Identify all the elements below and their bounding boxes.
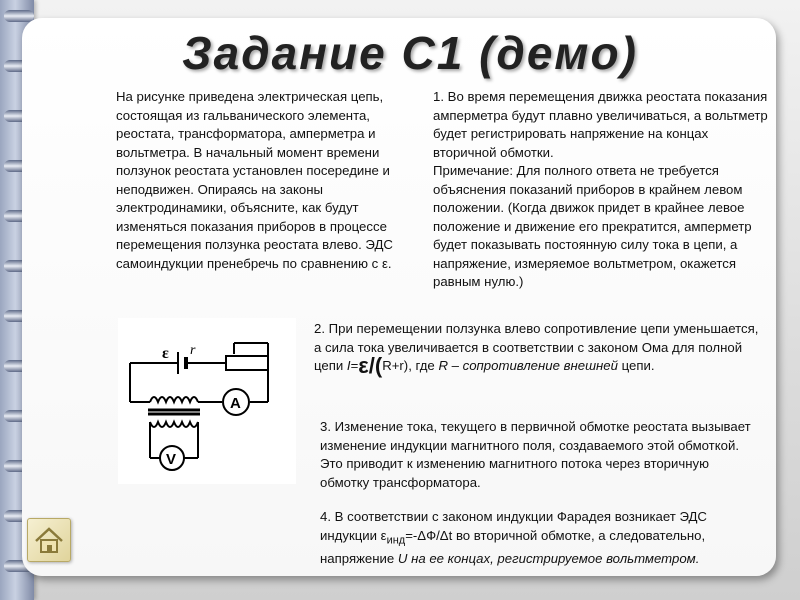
circuit-svg xyxy=(118,318,296,484)
voltmeter-label: V xyxy=(166,451,177,468)
answer-note: Примечание: Для полного ответа не требуется объяснения показаний приборов в крайнем левом положении. (Когда движок придет в крайнее левое положение и движение его прекратится, амперметр будет показывать постоянную силу тока в цепи, а напряжение, измеряемое вольтметром, окажется равным нулю.) xyxy=(433,163,752,289)
answer-2-where: где xyxy=(411,358,439,373)
faraday-formula: =-ΔФ/Δt xyxy=(405,527,453,543)
formula-equals: = xyxy=(350,358,359,373)
answer-4-end: на ее концах, регистрируемое вольтметром. xyxy=(407,550,700,566)
formula-resistance: R+r), xyxy=(382,358,412,373)
secondary-coil xyxy=(150,422,198,427)
home-button[interactable] xyxy=(27,518,71,562)
rheostat-resistor xyxy=(226,356,268,370)
formula-emf: ε/( xyxy=(358,353,383,378)
answer-2-text: 2. При перемещении ползунка влево сопротивление цепи уменьшается, а сила тока увеличивается в соответствии с законом Ома для полной цепи xyxy=(314,321,759,373)
emf-subscript: инд xyxy=(386,534,406,547)
answer-4-middle: во вторичной обмотке, а следовательно, напряжение xyxy=(320,527,706,566)
spiral-ring xyxy=(4,10,34,22)
answer-4-text: 4. В соответствии с законом индукции Фарадея возникает ЭДС индукции xyxy=(320,509,707,543)
slide-title: Задание С1 (демо) xyxy=(182,27,638,79)
problem-statement: На рисунке приведена электрическая цепь, состоящая из гальванического элемента, реостата, трансформатора, амперметра и вольтметра. В начальный момент времени ползунок реостата установлен посередине и неподвижен. Опираясь на законы электродинамики, объясните, как будут изменяться показания приборов в процессе перемещения ползунка реостата влево. ЭДС самоиндукции пренебречь по сравнению с ε. xyxy=(116,89,393,271)
answer-point-4 xyxy=(320,508,760,568)
ammeter-label: A xyxy=(230,395,241,412)
answer-point-1-block xyxy=(433,88,768,292)
emf-label: ε xyxy=(162,345,169,362)
internal-resistance-label: r xyxy=(190,343,196,358)
circuit-diagram xyxy=(118,318,296,484)
formula-current: I xyxy=(346,358,351,373)
voltage-symbol: U xyxy=(397,550,408,566)
answer-2-definition: R – сопротивление внешней xyxy=(438,358,618,373)
primary-coil xyxy=(150,397,198,402)
answer-point-2 xyxy=(314,320,764,376)
answer-point-1: 1. Во время перемещения движка реостата показания амперметра будут плавно увеличиваться, а вольтметр будет регистрировать напряжение на концах вторичной обмотки. xyxy=(433,89,768,160)
answer-2-end: цепи. xyxy=(617,358,655,373)
emf-symbol: ε xyxy=(380,527,387,543)
home-icon xyxy=(28,519,70,561)
answer-point-3: 3. Изменение тока, текущего в первичной обмотке реостата вызывает изменение индукции магнитного поля, создаваемого этой обмоткой. Это приводит к изменению магнитного потока через вторичную обмотку трансформатора. xyxy=(320,419,751,490)
